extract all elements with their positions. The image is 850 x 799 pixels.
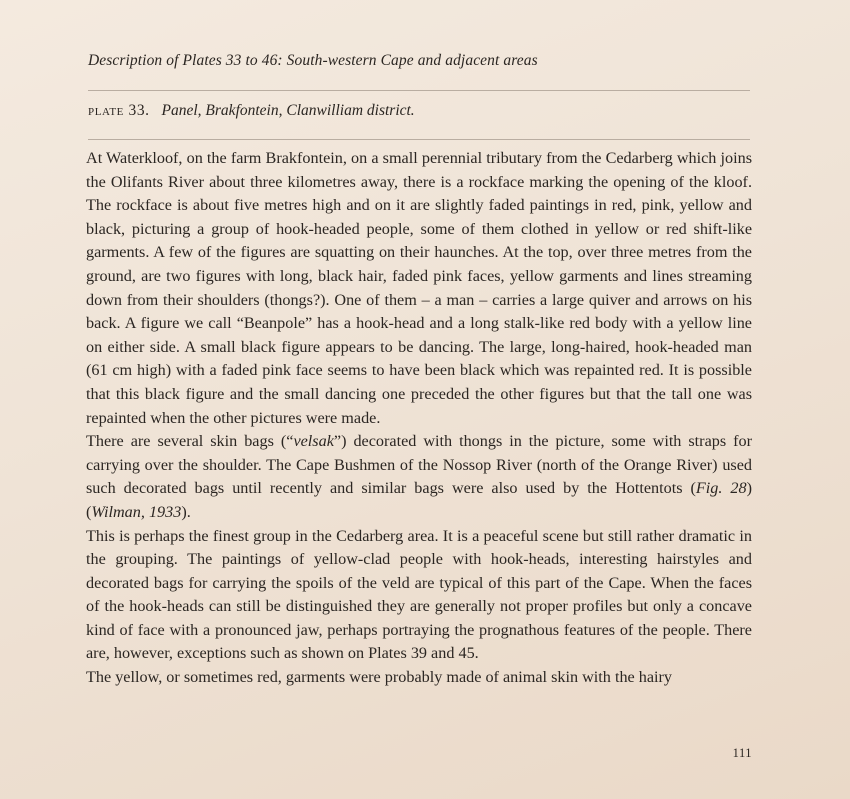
plate-title: Panel, Brakfontein, Clanwilliam district.	[161, 102, 415, 119]
paragraph	[86, 525, 752, 667]
text-run: This is perhaps the finest group in the Cedarberg area. It is a peaceful scene but still rather dramatic in the grouping. The paintings of yellow-clad people with hook-heads, interesting hairstyles and decorated bags for carrying the spoils of the veld are typical of this part of the Cape. When the faces of the hook-heads can still be distinguished they are generally not proper profiles but only a concave kind of face with a pronounced jaw, perhaps portraying the prognathous features of the people. There are, however, exceptions such as shown on Plates 39 and 45.	[86, 526, 752, 663]
paragraph	[86, 430, 752, 524]
page-number: 111	[732, 746, 752, 760]
header-divider	[88, 90, 750, 91]
paragraph	[86, 666, 752, 690]
text-run: The yellow, or sometimes red, garments were probably made of animal skin with the hairy	[86, 668, 673, 687]
italic-text: Fig. 28	[695, 479, 747, 498]
text-run: ”) decorated with thongs in the picture, some with straps for carrying over the shoulder. The Cape Bushmen of the Nossop River (north of the Orange River) used such decorated bags until recently and similar bags were also used by the Hottentots (	[86, 432, 752, 498]
italic-text: Wilman, 1933	[91, 502, 182, 521]
body-text	[86, 147, 752, 690]
plate-label: plate 33.	[88, 102, 150, 119]
text-run: At Waterkloof, on the farm Brakfontein, on a small perennial tributary from the Cedarberg which joins the Olifants River about three kilometres away, there is a rockface marking the opening of the kloof. The rockface is about five metres high and on it are slightly faded paintings in red, pink, yellow and black, picturing a group of hook-headed people, some of them clothed in yellow or red shift-like garments. A few of the figures are squatting on their haunches. At the top, over three metres from the ground, are two figures with long, black hair, faded pink faces, yellow garments and lines streaming down from their shoulders (thongs?). One of them – a man – carries a large quiver and arrows on his back. A figure we call “Beanpole” has a hook-head and a long stalk-like red body with a yellow line on either side. A small black figure appears to be dancing. The large, long-haired, hook-headed man (61 cm high) with a faded pink face seems to have been black which was repainted red. It is possible that this black figure and the small dancing one preceded the other figures but that the tall one was repainted when the other pictures were made.	[86, 149, 752, 427]
paragraph	[86, 147, 752, 430]
italic-text: velsak	[293, 432, 334, 451]
plate-divider	[88, 139, 750, 140]
running-header: Description of Plates 33 to 46: South-western Cape and adjacent areas	[88, 52, 538, 69]
text-run: There are several skin bags (“	[86, 432, 294, 451]
text-run: ) (	[86, 479, 752, 521]
plate-heading	[88, 102, 748, 120]
text-run: ).	[181, 502, 191, 521]
